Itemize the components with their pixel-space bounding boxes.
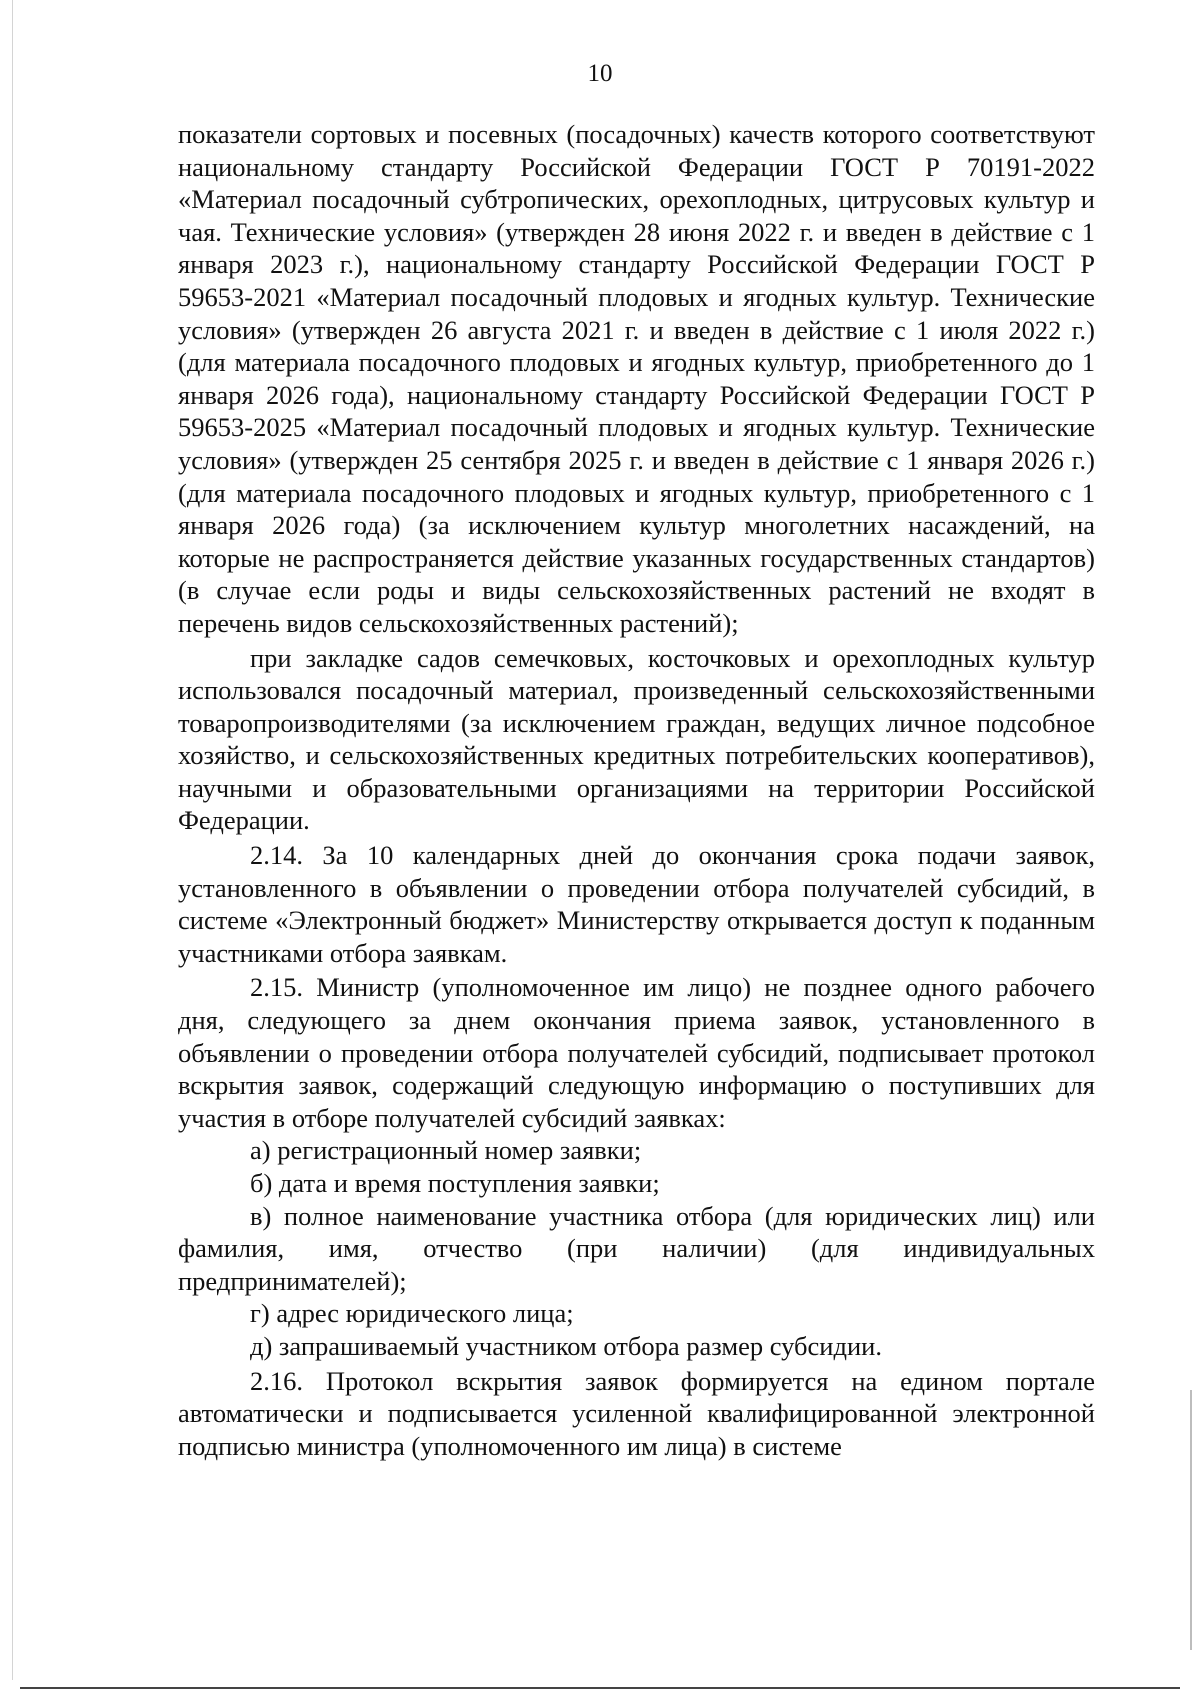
- paragraph-gost-requirements: показатели сортовых и посевных (посадочных) качеств которого соответствуют национальному стандарту Российской Федерации ГОСТ Р 70191-2022 «Материал посадочный субтропических, орехоплодных, цитрусовых культур и чая. Технические условия» (утвержден 28 июня 2022 г. и введен в действие с 1 января 2023 г.), национальному стандарту Российской Федерации ГОСТ Р 59653-2021 «Материал посадочный плодовых и ягодных культур. Технические условия» (утвержден 26 августа 2021 г. и введен в действие с 1 июля 2022 г.) (для материала посадочного плодовых и ягодных культур, приобретенного до 1 января 2026 года), национальному стандарту Российской Федерации ГОСТ Р 59653-2025 «Материал посадочный плодовых и ягодных культур. Технические условия» (утвержден 25 сентября 2025 г. и введен в действие с 1 января 2026 г.) (для материала посадочного плодовых и ягодных культур, приобретенного с 1 января 2026 года) (за исключением культур многолетних насаждений, на которые не распространяется действие указанных государственных стандартов) (в случае если роды и виды сельскохозяйственных растений не входят в перечень видов сельскохозяйственных растений);: [178, 119, 1095, 638]
- paragraph-2-15: 2.15. Министр (уполномоченное им лицо) не позднее одного рабочего дня, следующего за днем окончания приема заявок, установленного в объявлении о проведении отбора получателей субсидий, подписывает протокол вскрытия заявок, содержащий следующую информацию о поступивших для участия в отборе получателей субсидий заявках:: [178, 972, 1095, 1133]
- scan-bottom-rule: [20, 1687, 1180, 1689]
- list-item-a: а) регистрационный номер заявки;: [250, 1135, 642, 1166]
- list-item-v: в) полное наименование участника отбора (для юридических лиц) или фамилия, имя, отчество (при наличии) (для индивидуальных предпринимателей);: [178, 1200, 1095, 1296]
- paragraph-planting-material: при закладке садов семечковых, косточковых и орехоплодных культур использовался посадочный материал, произведенный сельскохозяйственными товаропроизводителями (за исключением граждан, ведущих личное подсобное хозяйство, и сельскохозяйственных кредитных потребительских кооперативов), научными и образовательными организациями на территории Российской Федерации.: [178, 642, 1095, 836]
- scan-edge-right: [1190, 1390, 1192, 1650]
- list-item-b: б) дата и время поступления заявки;: [250, 1168, 660, 1198]
- paragraph-2-14: 2.14. За 10 календарных дней до окончания срока подачи заявок, установленного в объявлении о проведении отбора получателей субсидий, в системе «Электронный бюджет» Министерству открывается доступ к поданным участниками отбора заявкам.: [178, 840, 1095, 968]
- page-number: 10: [587, 60, 613, 87]
- document-body: [178, 118, 1095, 1462]
- list-item-g: г) адрес юридического лица;: [250, 1298, 574, 1329]
- paragraph-2-16: 2.16. Протокол вскрытия заявок формируется на едином портале автоматически и подписывается усиленной квалифицированной электронной подписью министра (уполномоченного им лица) в системе: [178, 1365, 1095, 1461]
- scan-edge-left: [12, 0, 13, 1680]
- list-item-d: д) запрашиваемый участником отбора размер субсидии.: [250, 1330, 882, 1361]
